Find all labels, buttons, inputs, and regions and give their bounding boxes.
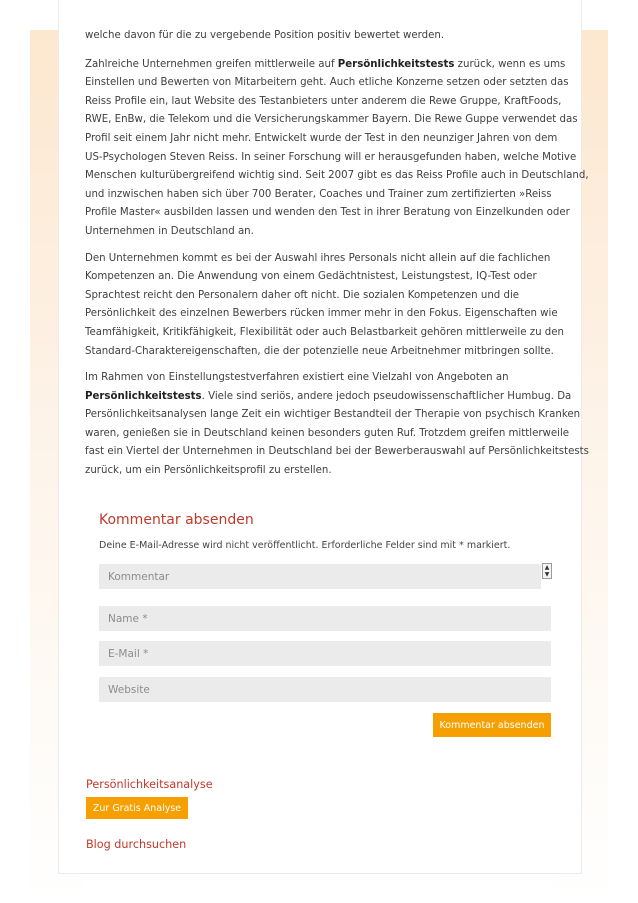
article-line: Standard-Charaktereigenschaften, die der potenzielle neue Arbeitnehmer mitbringen sollte. [85, 345, 554, 357]
article-line: Den Unternehmen kommt es bei der Auswahl ihres Personals nicht allein auf die fachlichen [85, 252, 551, 264]
article-line: Teamfähigkeit, Kritikfähigkeit, Flexibilität oder auch Belastbarkeit gehören mittlerweile zu den [85, 326, 564, 338]
textarea-scrollbar[interactable] [542, 563, 552, 579]
article-line [85, 388, 572, 407]
article-line: Menschen kulturübergreifend wichtig sind. Seit 2007 gibt es das Reiss Profile auch in Deutschland, [85, 170, 589, 182]
article-paragraph [85, 27, 555, 46]
article-line: Persönlichkeitsanalysen lange Zeit ein wichtiger Bestandteil der Therapie von psychisch Kranken [85, 409, 581, 421]
article-body [85, 27, 589, 489]
article-paragraph [85, 56, 589, 242]
article-line: Kompetenzen an. Die Anwendung von einem Gedächtnistest, Leistungstest, IQ-Test oder [85, 271, 537, 283]
comment-form-title: Kommentar absenden [99, 512, 254, 528]
persoenlichkeitstests-link[interactable]: Persönlichkeitstests [337, 58, 455, 70]
article-line: Sprachtest reicht den Personalern daher oft nicht. Die sozialen Kompetenzen und die [85, 289, 520, 301]
persoenlichkeitstests-link[interactable]: Persönlichkeitstests [85, 390, 202, 402]
article-paragraph [85, 369, 589, 481]
website-input[interactable] [99, 677, 551, 702]
sidebar-analysis-title: Persönlichkeitsanalyse [86, 778, 213, 791]
article-line: Unternehmen in Deutschland an. [85, 225, 254, 237]
scroll-down-arrow-icon[interactable]: ▼ [544, 571, 550, 578]
article-line: Profile Master« ausbilden lassen und wenden den Test in ihrer Beratung von Einzelkunden oder [85, 207, 570, 219]
article-line: Reiss Profile ein, laut Website des Testanbieters unter anderem die Rewe Gruppe, KraftFoods, [85, 95, 562, 107]
article-line: Im Rahmen von Einstellungstestverfahren existiert eine Vielzahl von Angeboten an [85, 372, 509, 384]
article-line: US-Psychologen Steven Reiss. In seiner Forschung will er herausgefunden haben, welche Motive [85, 151, 577, 163]
article-line: und inzwischen haben sich über 700 Berater, Coaches und Trainer zum zertifizierten »Reiss [85, 188, 552, 200]
article-text: . Viele sind seriös, andere jedoch pseudowissenschaftlicher Humbug. Da [201, 390, 572, 402]
content-panel [58, 0, 589, 874]
article-line: Profil seit einem Jahr nicht mehr. Entwickelt wurde der Test in den neunziger Jahren von dem [85, 132, 558, 144]
article-line [85, 56, 566, 75]
article-line: fast ein Viertel der Unternehmen in Deutschland bei der Bewerberauswahl auf Persönlichkeitstests [85, 446, 589, 458]
name-input[interactable] [99, 606, 551, 631]
article-line: welche davon für die zu vergebende Position positiv bewertet werden. [85, 30, 445, 41]
comment-form-note: Deine E-Mail-Adresse wird nicht veröffentlicht. Erforderliche Felder sind mit * markiert. [99, 540, 511, 551]
article-text: zurück, wenn es ums [454, 58, 566, 70]
submit-comment-button[interactable]: Kommentar absenden [433, 713, 551, 737]
comment-textarea[interactable] [99, 564, 541, 589]
email-input[interactable] [99, 641, 551, 666]
article-line: Einstellen und Bewerten von Mitarbeitern geht. Auch etliche Konzerne setzen oder setzten das [85, 77, 569, 89]
article-paragraph [85, 250, 564, 362]
scroll-up-arrow-icon[interactable]: ▲ [544, 564, 550, 571]
article-text: Zahlreiche Unternehmen greifen mittlerweile auf [85, 58, 338, 70]
article-line: zurück, um ein Persönlichkeitsprofil zu erstellen. [85, 465, 332, 477]
sidebar-search-title: Blog durchsuchen [86, 838, 187, 851]
gratis-analysis-button[interactable]: Zur Gratis Analyse [86, 797, 188, 819]
article-line: RWE, EnBw, die Telekom und die Versicherungskammer Bayern. Die Rewe Guppe verwendet das [85, 114, 578, 126]
article-line: waren, genießen sie in Deutschland keinen besonders guten Ruf. Trotzdem greifen mittlerweile [85, 427, 570, 439]
article-line: Persönlichkeit des einzelnen Bewerbers rücken immer mehr in den Fokus. Eigenschaften wie [85, 308, 558, 320]
